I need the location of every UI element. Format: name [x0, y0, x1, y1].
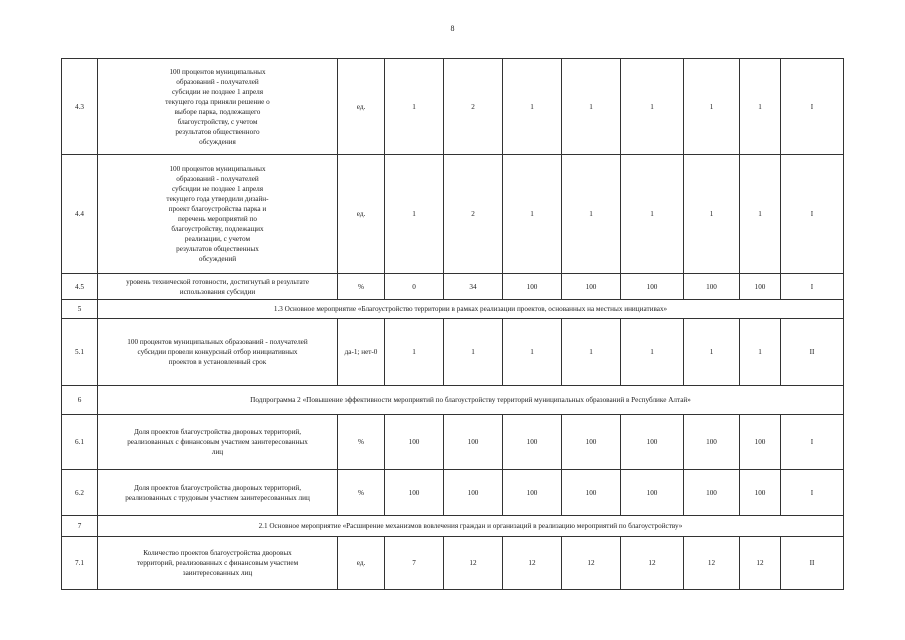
table-row: [62, 470, 844, 516]
value-cell: 12: [562, 537, 621, 590]
value-cell: 1: [503, 155, 562, 274]
value-cell: 100: [621, 274, 684, 300]
row-number: 7.1: [62, 537, 98, 590]
value-cell: 1: [621, 59, 684, 155]
value-cell: 12: [740, 537, 781, 590]
value-cell: 1: [385, 59, 444, 155]
value-cell: 1: [740, 155, 781, 274]
value-cell: 2: [444, 155, 503, 274]
section-row: [62, 386, 844, 415]
unit-cell: да-1; нет-0: [338, 319, 385, 386]
value-cell: 100: [444, 470, 503, 516]
value-cell: 1: [503, 59, 562, 155]
value-cell: 100: [562, 415, 621, 470]
category-cell: I: [781, 59, 844, 155]
value-cell: 1: [684, 319, 740, 386]
category-cell: II: [781, 319, 844, 386]
row-number: 7: [62, 516, 98, 537]
indicator-name: Доля проектов благоустройства дворовых территорий, реализованных с трудовым участием заинтересованных лиц: [98, 470, 338, 516]
row-number: 6.1: [62, 415, 98, 470]
value-cell: 100: [740, 470, 781, 516]
indicator-name: 100 процентов муниципальных образований - получателей субсидии провели конкурсный отбор инициативных проектов в установленный срок: [98, 319, 338, 386]
table-row: [62, 319, 844, 386]
row-number: 6: [62, 386, 98, 415]
value-cell: 100: [503, 274, 562, 300]
value-cell: 100: [562, 470, 621, 516]
value-cell: 12: [684, 537, 740, 590]
value-cell: 100: [444, 415, 503, 470]
indicator-name: 100 процентов муниципальных образований - получателей субсидии не позднее 1 апреля текущего года утвердили дизайн- проект благоустройства парка и перечень мероприятий по благоустройству, подлежащих реализации, с учетом результатов общественных обсуждений: [98, 155, 338, 274]
table-row: [62, 155, 844, 274]
row-number: 6.2: [62, 470, 98, 516]
value-cell: 1: [562, 319, 621, 386]
value-cell: 100: [503, 470, 562, 516]
section-row: [62, 516, 844, 537]
value-cell: 100: [385, 470, 444, 516]
indicator-name: уровень технической готовности, достигнутый в результате использования субсидии: [98, 274, 338, 300]
value-cell: 1: [444, 319, 503, 386]
value-cell: 1: [684, 59, 740, 155]
value-cell: 100: [503, 415, 562, 470]
indicator-name: Количество проектов благоустройства дворовых территорий, реализованных с финансовым участием заинтересованных лиц: [98, 537, 338, 590]
table-row: [62, 59, 844, 155]
row-number: 4.4: [62, 155, 98, 274]
value-cell: 100: [684, 415, 740, 470]
value-cell: 12: [503, 537, 562, 590]
unit-cell: %: [338, 274, 385, 300]
value-cell: 100: [684, 470, 740, 516]
value-cell: 1: [562, 155, 621, 274]
section-title: 1.3 Основное мероприятие «Благоустройство территории в рамках реализации проектов, основанных на местных инициативах»: [98, 300, 844, 319]
section-row: [62, 300, 844, 319]
value-cell: 100: [740, 274, 781, 300]
value-cell: 0: [385, 274, 444, 300]
value-cell: 100: [562, 274, 621, 300]
table-row: [62, 537, 844, 590]
value-cell: 100: [621, 470, 684, 516]
unit-cell: ед.: [338, 59, 385, 155]
row-number: 4.5: [62, 274, 98, 300]
value-cell: 12: [444, 537, 503, 590]
value-cell: 12: [621, 537, 684, 590]
value-cell: 1: [562, 59, 621, 155]
value-cell: 1: [385, 155, 444, 274]
value-cell: 7: [385, 537, 444, 590]
unit-cell: ед.: [338, 155, 385, 274]
indicator-name: Доля проектов благоустройства дворовых территорий, реализованных с финансовым участием заинтересованных лиц: [98, 415, 338, 470]
indicators-table: [61, 58, 844, 590]
category-cell: I: [781, 415, 844, 470]
value-cell: 2: [444, 59, 503, 155]
unit-cell: %: [338, 415, 385, 470]
page-number: 8: [450, 24, 455, 33]
category-cell: I: [781, 155, 844, 274]
value-cell: 100: [684, 274, 740, 300]
row-number: 5: [62, 300, 98, 319]
value-cell: 1: [740, 319, 781, 386]
row-number: 4.3: [62, 59, 98, 155]
value-cell: 100: [740, 415, 781, 470]
unit-cell: %: [338, 470, 385, 516]
value-cell: 1: [684, 155, 740, 274]
unit-cell: ед.: [338, 537, 385, 590]
table-row: [62, 415, 844, 470]
value-cell: 34: [444, 274, 503, 300]
category-cell: I: [781, 470, 844, 516]
section-title: 2.1 Основное мероприятие «Расширение механизмов вовлечения граждан и организаций в реализацию мероприятий по благоустройству»: [98, 516, 844, 537]
value-cell: 1: [503, 319, 562, 386]
table-row: [62, 274, 844, 300]
value-cell: 100: [621, 415, 684, 470]
value-cell: 1: [621, 319, 684, 386]
indicator-name: 100 процентов муниципальных образований - получателей субсидии не позднее 1 апреля текущего года приняли решение о выборе парка, подлежащего благоустройству, с учетом результатов общественного обсуждения: [98, 59, 338, 155]
value-cell: 1: [621, 155, 684, 274]
value-cell: 100: [385, 415, 444, 470]
value-cell: 1: [385, 319, 444, 386]
category-cell: II: [781, 537, 844, 590]
row-number: 5.1: [62, 319, 98, 386]
value-cell: 1: [740, 59, 781, 155]
category-cell: I: [781, 274, 844, 300]
section-title: Подпрограмма 2 «Повышение эффективности мероприятий по благоустройству территорий муниципальных образований в Республике Алтай»: [98, 386, 844, 415]
